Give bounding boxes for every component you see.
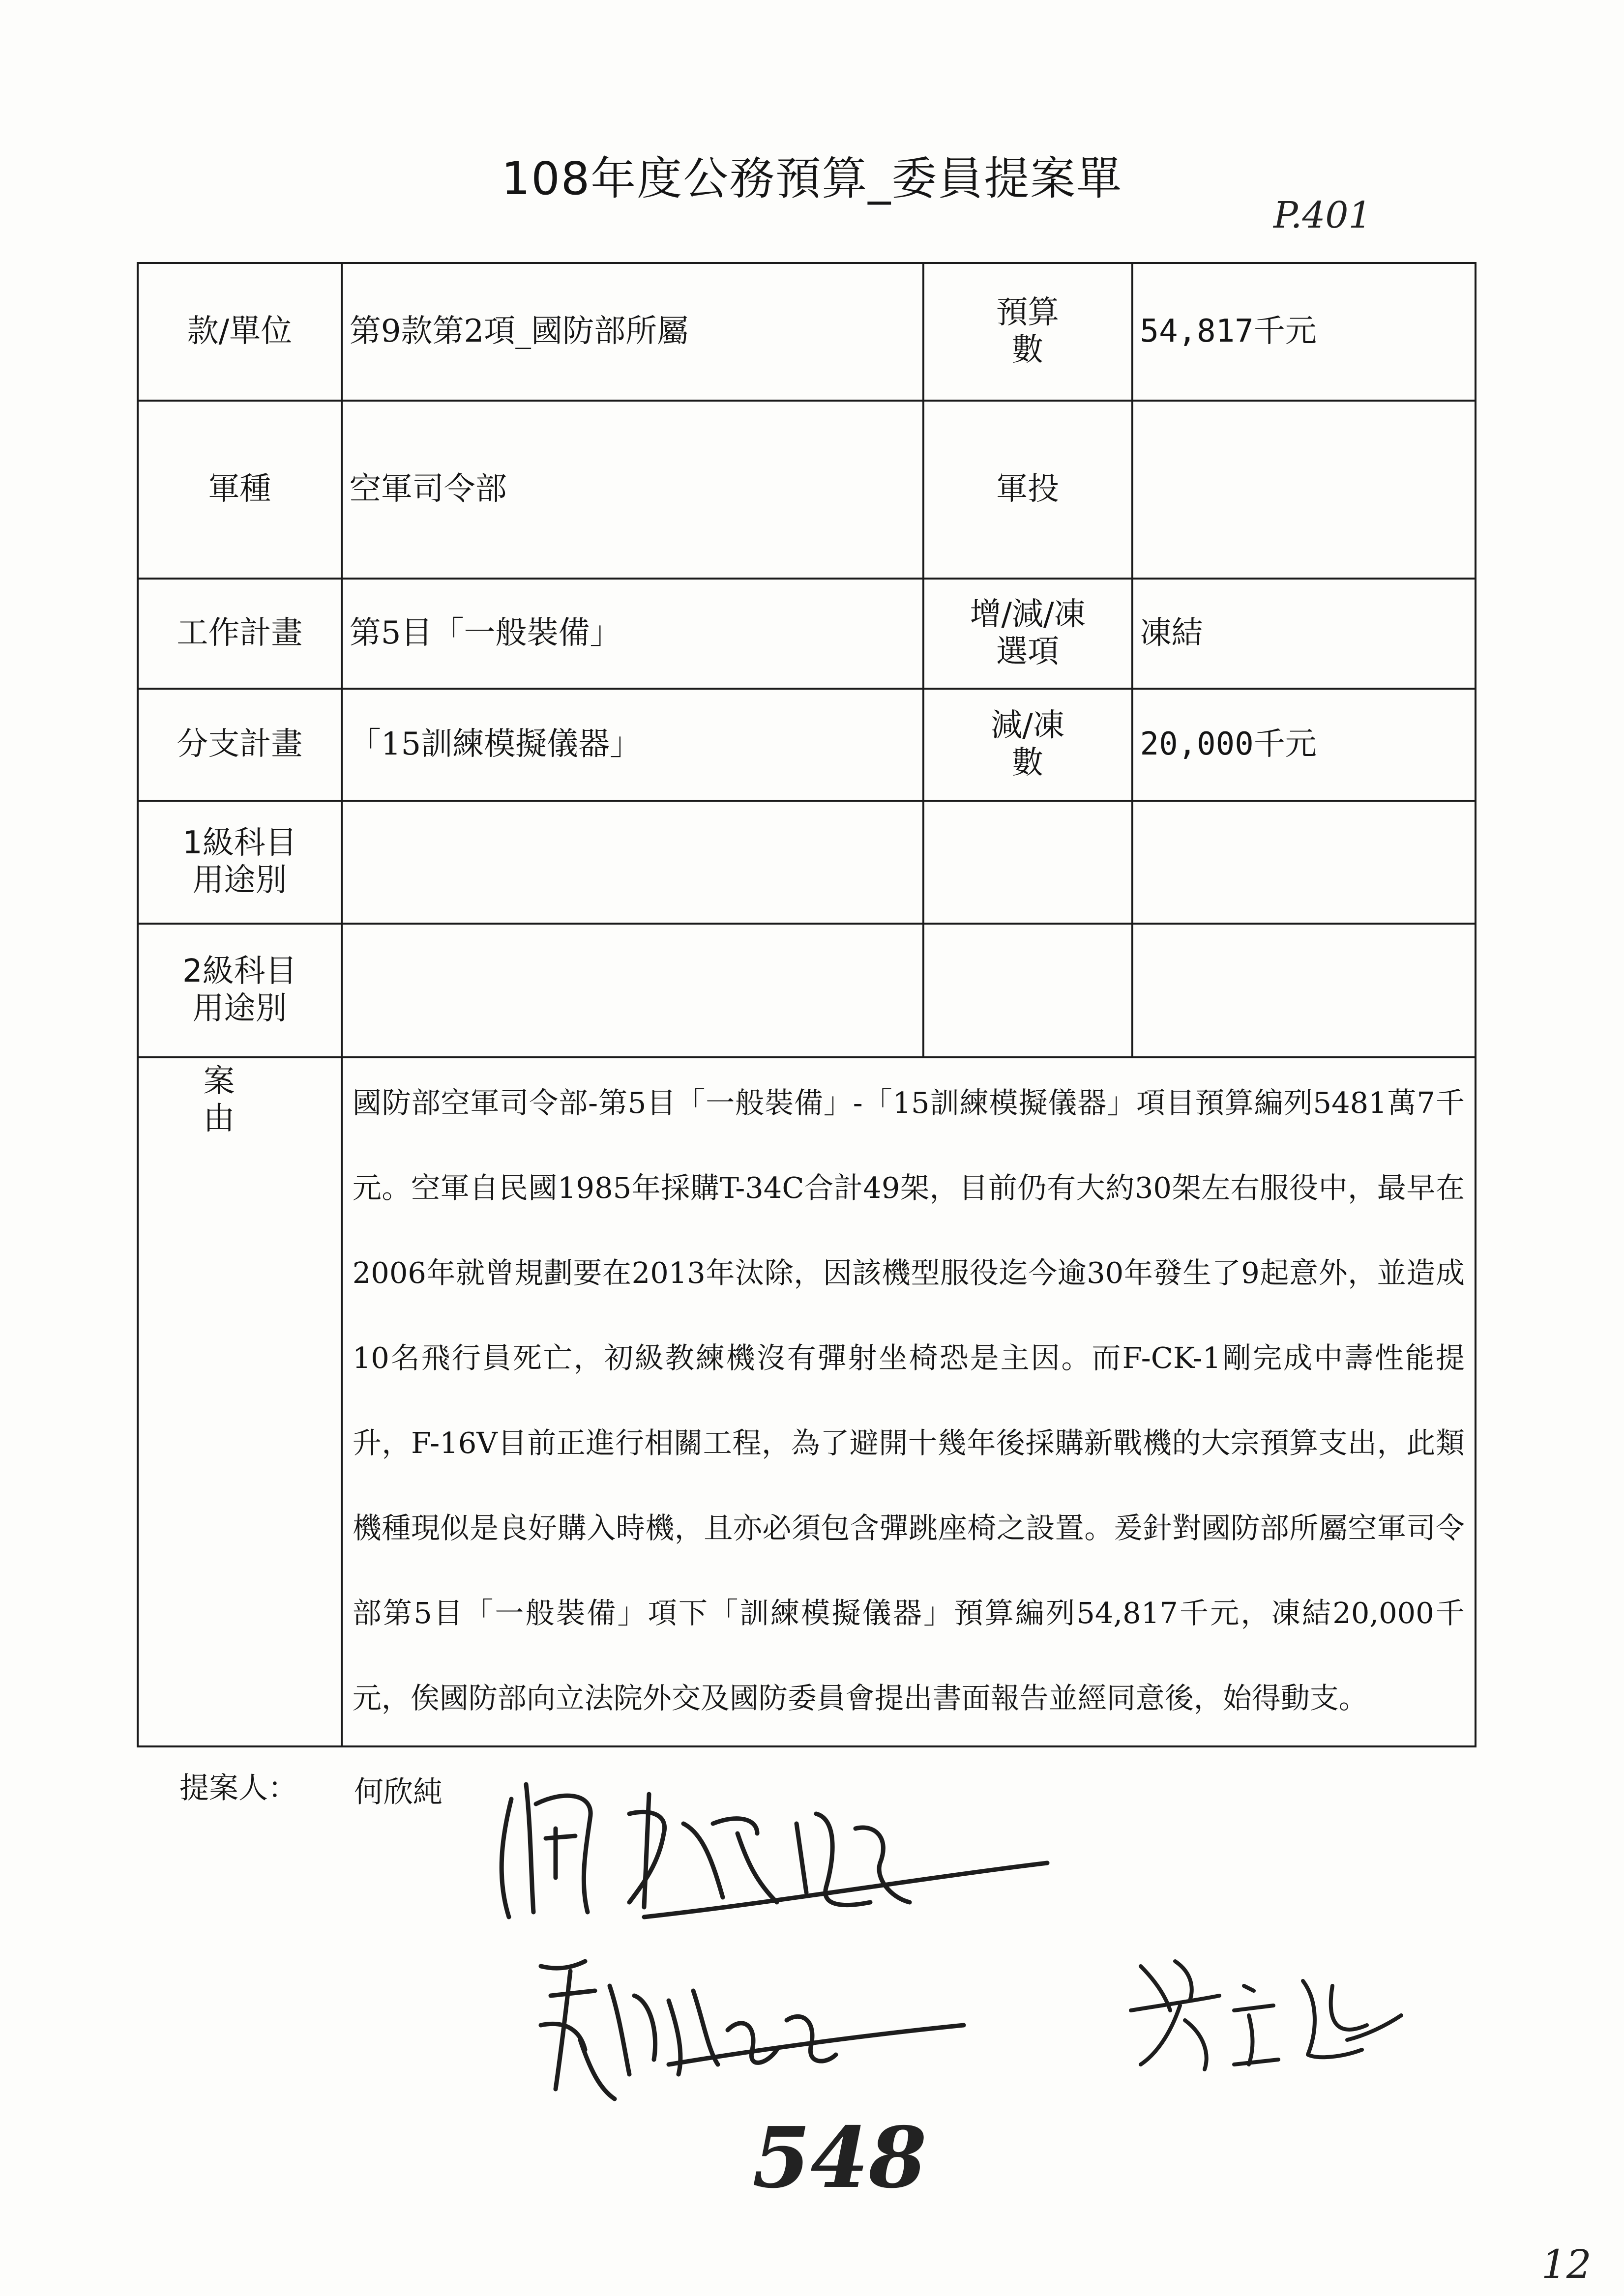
handwritten-page-number: 548 <box>752 2109 927 2207</box>
label-level1-extra <box>923 801 1132 924</box>
value-unit: 第9款第2項_國防部所屬 <box>342 263 923 401</box>
value-level1-subject <box>342 801 923 924</box>
form-row-branch-plan <box>138 689 1476 801</box>
label-reason: 案由 <box>138 1057 342 1746</box>
value-service: 空軍司令部 <box>342 401 923 579</box>
value-level2-subject <box>342 924 923 1057</box>
label-cut-freeze-amount: 減/凍 數 <box>923 689 1132 801</box>
value-branch-plan: 「15訓練模擬儀器」 <box>342 689 923 801</box>
label-budget-amount: 預算 數 <box>923 263 1132 401</box>
label-action-option: 增/減/凍 選項 <box>923 579 1132 689</box>
form-row-level2-subject <box>138 924 1476 1057</box>
value-level1-extra <box>1132 801 1476 924</box>
proposer-name: 何欣純 <box>354 1775 443 1809</box>
label-work-plan: 工作計畫 <box>138 579 342 689</box>
label-service: 軍種 <box>138 401 342 579</box>
form-row-service <box>138 401 1476 579</box>
form-row-unit <box>138 263 1476 401</box>
value-work-plan: 第5目「一般裝備」 <box>342 579 923 689</box>
label-level1-subject: 1級科目 用途別 <box>138 801 342 924</box>
label-level2-extra <box>923 924 1132 1057</box>
document-title: 108年度公務預算_委員提案單 <box>501 152 1123 205</box>
value-reason-text: 國防部空軍司令部-第5目「一般裝備」-「15訓練模擬儀器」項目預算編列5481萬7千元。空軍自民國1985年採購T-34C合計49架，目前仍有大約30架左右服役中，最早在2006年就曾規劃要在2013年汰除，因該機型服役迄今逾30年發生了9起意外，並造成10名飛行員死亡，初級教練機沒有彈射坐椅恐是主因。而F-CK-1剛完成中壽性能提升，F-16V目前正進行相關工程，為了避開十幾年後採購新戰機的大宗預算支出，此類機種現似是良好購入時機，且亦必須包含彈跳座椅之設置。爰針對國防部所屬空軍司令部第5目「一般裝備」項下「訓練模擬儀器」預算編列54,817千元，凍結20,000千元，俟國防部向立法院外交及國防委員會提出書面報告並經同意後，始得動支。 <box>342 1057 1476 1746</box>
signature-1 <box>482 1755 1072 1942</box>
label-branch-plan: 分支計畫 <box>138 689 342 801</box>
form-row-work-plan <box>138 579 1476 689</box>
label-level2-subject: 2級科目 用途別 <box>138 924 342 1057</box>
value-action-option: 凍結 <box>1132 579 1476 689</box>
value-cut-freeze-amount: 20,000千元 <box>1132 689 1476 801</box>
proposal-form-table <box>137 262 1476 1747</box>
signature-2 <box>521 1942 993 2109</box>
handwritten-page-reference: P.401 <box>1273 194 1372 236</box>
form-row-level1-subject <box>138 801 1476 924</box>
signature-3 <box>1111 1942 1416 2079</box>
value-level2-extra <box>1132 924 1476 1057</box>
form-row-reason <box>138 1057 1476 1746</box>
value-budget-amount: 54,817千元 <box>1132 263 1476 401</box>
label-military-investment: 軍投 <box>923 401 1132 579</box>
proposer-label: 提案人： <box>179 1771 297 1805</box>
handwritten-sheet-number: 12 <box>1541 2241 1592 2287</box>
label-unit: 款/單位 <box>138 263 342 401</box>
value-military-investment <box>1132 401 1476 579</box>
